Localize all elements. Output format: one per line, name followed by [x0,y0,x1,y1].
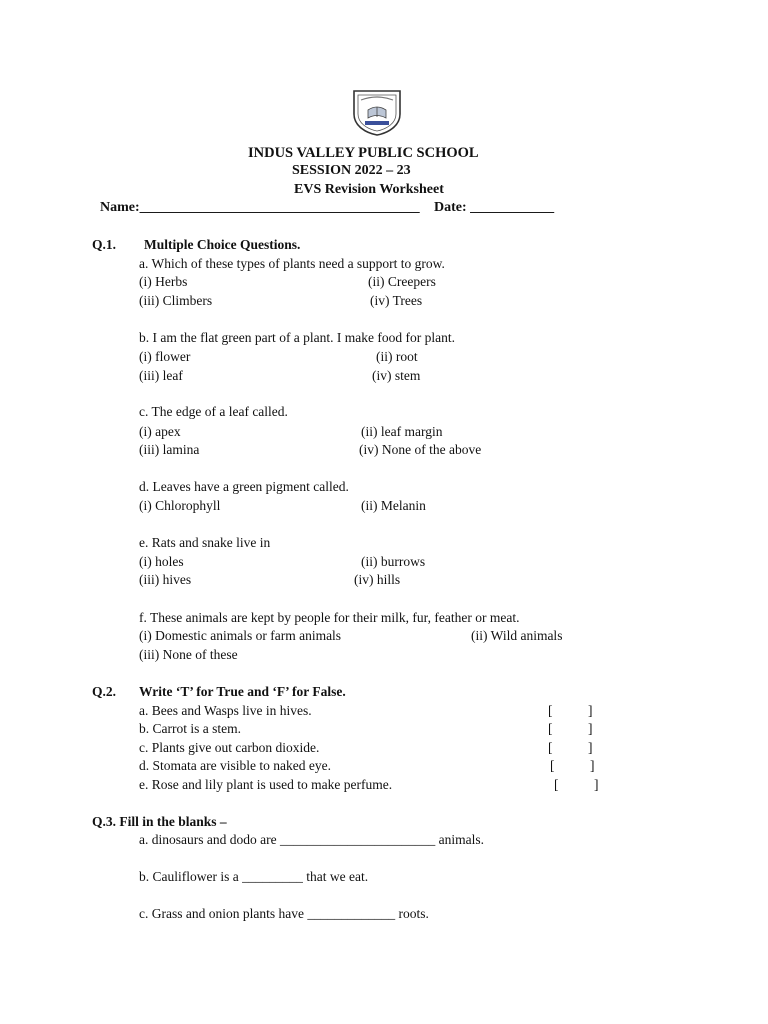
q1-question: a. Which of these types of plants need a support to grow. [139,256,445,271]
school-name: INDUS VALLEY PUBLIC SCHOOL [248,145,479,161]
q3-item: c. Grass and onion plants have _____________ roots. [139,906,429,921]
q1-question: c. The edge of a leaf called. [139,404,288,419]
q1-question: b. I am the flat green part of a plant. I make food for plant. [139,330,456,345]
school-crest-icon [348,88,406,136]
q1-option: (iv) hills [354,572,401,587]
q3-item: b. Cauliflower is a _________ that we eat. [139,869,369,884]
q1-option: (i) Domestic animals or farm animals [139,628,342,643]
answer-bracket-close: ] [588,703,593,718]
answer-bracket-open: [ [550,758,555,773]
answer-bracket-open: [ [548,721,553,736]
q2-statement: a. Bees and Wasps live in hives. [139,703,312,718]
q1-option: (iv) None of the above [359,442,482,457]
q1-option: (iii) hives [139,572,192,587]
q3-title: Q.3. Fill in the blanks – [92,814,227,829]
q2-number: Q.2. [92,684,117,699]
q1-option: (i) Chlorophyll [139,498,221,513]
q2-statement: b. Carrot is a stem. [139,721,241,736]
date-line: ____________ [466,200,555,215]
date-row [434,200,554,216]
q1-option: (iii) lamina [139,442,200,457]
name-line: ________________________________________ [139,200,420,215]
q1-option: (i) Herbs [139,274,188,289]
worksheet-title: EVS Revision Worksheet [294,182,444,197]
answer-bracket-open: [ [554,777,559,792]
answer-bracket-open: [ [548,703,553,718]
q1-question: e. Rats and snake live in [139,535,271,550]
answer-bracket-close: ] [588,740,593,755]
q1-option: (iii) Climbers [139,293,213,308]
q1-option: (i) holes [139,554,184,569]
session-title: SESSION 2022 – 23 [292,163,411,178]
q1-number: Q.1. [92,237,117,252]
q1-option: (ii) Wild animals [471,628,563,643]
answer-bracket-open: [ [548,740,553,755]
q1-question: d. Leaves have a green pigment called. [139,479,349,494]
q2-statement: e. Rose and lily plant is used to make perfume. [139,777,393,792]
q2-statement: d. Stomata are visible to naked eye. [139,758,331,773]
q1-option: (iv) Trees [370,293,423,308]
q1-option: (ii) Melanin [361,498,426,513]
q1-option: (i) flower [139,349,191,364]
q1-title: Multiple Choice Questions. [144,237,301,252]
q3-item: a. dinosaurs and dodo are _______________________ animals. [139,832,484,847]
q1-option: (ii) root [376,349,418,364]
name-label: Name: [100,200,140,215]
q2-statement: c. Plants give out carbon dioxide. [139,740,320,755]
q1-option: (ii) Creepers [368,274,436,289]
q1-option: (i) apex [139,424,181,439]
q1-option: (ii) leaf margin [361,424,443,439]
date-label: Date: [434,200,467,215]
answer-bracket-close: ] [594,777,599,792]
q1-option: (iii) leaf [139,368,183,383]
q2-title: Write ‘T’ for True and ‘F’ for False. [139,684,346,699]
q1-option: (iii) None of these [139,647,238,662]
answer-bracket-close: ] [590,758,595,773]
name-row [100,200,420,216]
q1-question: f. These animals are kept by people for their milk, fur, feather or meat. [139,610,520,625]
q1-option: (ii) burrows [361,554,426,569]
q1-option: (iv) stem [372,368,421,383]
answer-bracket-close: ] [588,721,593,736]
